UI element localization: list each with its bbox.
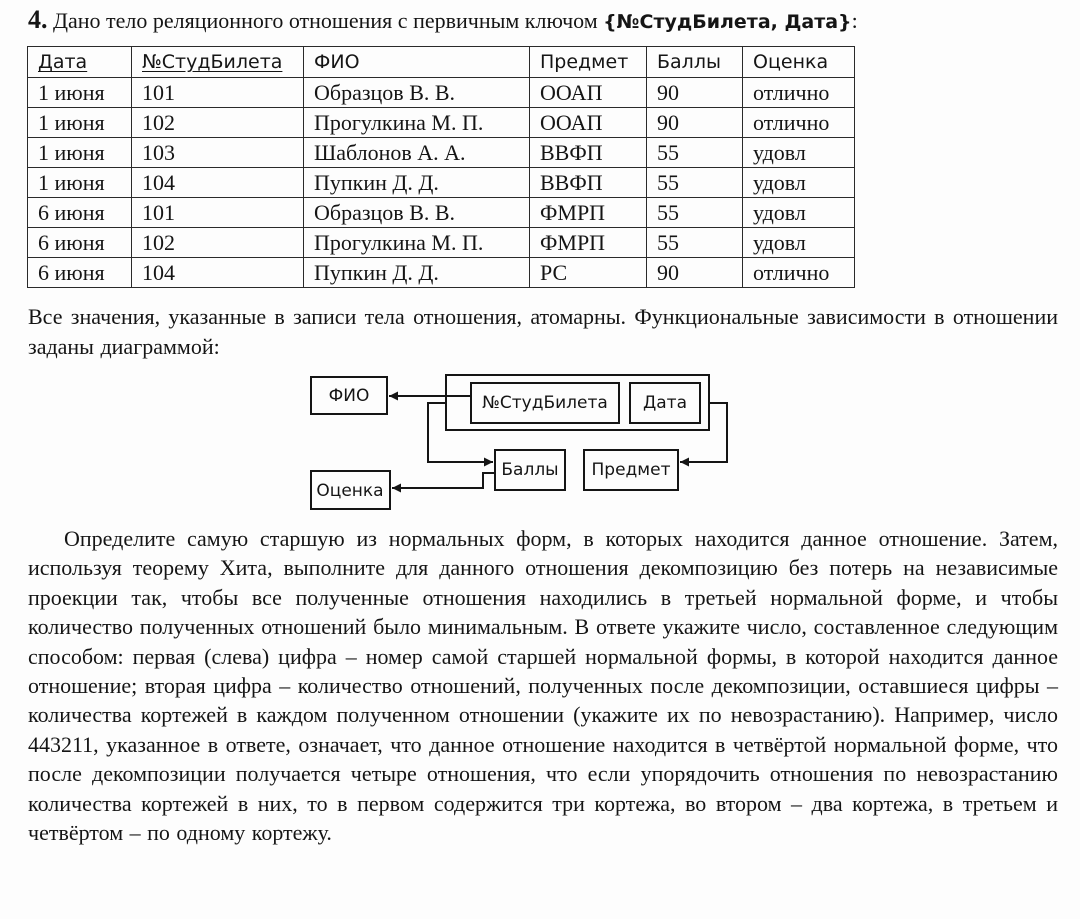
cell-date: 6 июня bbox=[28, 228, 132, 258]
cell-subject: ВВФП bbox=[530, 138, 647, 168]
question-paragraph: Определите самую старшую из нормальных форм, в которых находится данное отношение. Затем, используя теорему Хита, выполните для данного отношения декомпозицию без потерь на независимые проекции так, чтобы все полученные отношения находились в третьей нормальной форме, и чтобы количество полученных отношений было минимальным. В ответе укажите число, составленное следующим способом: первая (слева) цифра – номер самой старшей нормальной формы, в которой находится данное отношение; вторая цифра – количество отношений, полученных после декомпозиции, оставшиеся цифры – количества кортежей в каждом полученном отношении (укажите их по невозрастанию). Например, число 443211, указанное в ответе, означает, что данное отношение находится в четвёртой нормальной форме, что после декомпозиции получается четыре отношения, что если упорядочить отношения по невозрастанию количества кортежей в них, то в первом содержится три кортежа, во втором – два кортежа, в третьем и четвёртом – по одному кортежу. bbox=[28, 526, 1058, 846]
cell-student-id: 101 bbox=[132, 78, 304, 108]
cell-score: 55 bbox=[647, 138, 743, 168]
score-label: Баллы bbox=[501, 460, 559, 480]
cell-subject: ООАП bbox=[530, 78, 647, 108]
cell-score: 90 bbox=[647, 258, 743, 288]
cell-subject: ФМРП bbox=[530, 198, 647, 228]
cell-grade: отлично bbox=[743, 78, 855, 108]
task-intro: Дано тело реляционного отношения с первичным ключом bbox=[53, 8, 598, 33]
cell-date: 1 июня bbox=[28, 168, 132, 198]
cell-fio: Шаблонов А. А. bbox=[304, 138, 530, 168]
cell-date: 1 июня bbox=[28, 78, 132, 108]
cell-grade: удовл bbox=[743, 228, 855, 258]
header-score: Баллы bbox=[647, 47, 743, 78]
student-id-label: №СтудБилета bbox=[482, 393, 608, 413]
cell-date: 6 июня bbox=[28, 198, 132, 228]
cell-subject: ВВФП bbox=[530, 168, 647, 198]
cell-score: 90 bbox=[647, 108, 743, 138]
cell-subject: ООАП bbox=[530, 108, 647, 138]
cell-grade: удовл bbox=[743, 168, 855, 198]
cell-student-id: 101 bbox=[132, 198, 304, 228]
arrow-score-to-grade bbox=[392, 473, 495, 488]
cell-grade: удовл bbox=[743, 198, 855, 228]
cell-fio: Образцов В. В. bbox=[304, 78, 530, 108]
cell-grade: отлично bbox=[743, 258, 855, 288]
cell-fio: Образцов В. В. bbox=[304, 198, 530, 228]
cell-score: 55 bbox=[647, 198, 743, 228]
subject-label: Предмет bbox=[591, 460, 671, 480]
cell-score: 55 bbox=[647, 168, 743, 198]
heading-colon: : bbox=[851, 8, 858, 33]
header-grade: Оценка bbox=[743, 47, 855, 78]
cell-date: 6 июня bbox=[28, 258, 132, 288]
cell-fio: Прогулкина М. П. bbox=[304, 228, 530, 258]
atomic-paragraph: Все значения, указанные в записи тела отношения, атомарны. Функциональные зависимости в отношении заданы диаграммой: bbox=[28, 304, 1058, 359]
cell-student-id: 102 bbox=[132, 108, 304, 138]
date-label: Дата bbox=[642, 393, 688, 413]
task-number: 4. bbox=[28, 5, 48, 34]
cell-fio: Пупкин Д. Д. bbox=[304, 258, 530, 288]
cell-grade: отлично bbox=[743, 108, 855, 138]
cell-subject: ФМРП bbox=[530, 228, 647, 258]
header-date: Дата bbox=[28, 47, 132, 78]
cell-student-id: 104 bbox=[132, 258, 304, 288]
grade-label: Оценка bbox=[316, 481, 384, 501]
primary-key: {№СтудБилета, Дата} bbox=[603, 11, 852, 33]
cell-student-id: 103 bbox=[132, 138, 304, 168]
header-subject: Предмет bbox=[530, 47, 647, 78]
fio-label: ФИО bbox=[328, 386, 370, 406]
cell-score: 55 bbox=[647, 228, 743, 258]
header-fio: ФИО bbox=[304, 47, 530, 78]
cell-score: 90 bbox=[647, 78, 743, 108]
cell-student-id: 104 bbox=[132, 168, 304, 198]
cell-grade: удовл bbox=[743, 138, 855, 168]
cell-subject: РС bbox=[530, 258, 647, 288]
cell-fio: Пупкин Д. Д. bbox=[304, 168, 530, 198]
arrow-key-to-subject bbox=[680, 403, 727, 462]
cell-date: 1 июня bbox=[28, 138, 132, 168]
cell-date: 1 июня bbox=[28, 108, 132, 138]
cell-fio: Прогулкина М. П. bbox=[304, 108, 530, 138]
cell-student-id: 102 bbox=[132, 228, 304, 258]
header-student-id: №СтудБилета bbox=[132, 47, 304, 78]
